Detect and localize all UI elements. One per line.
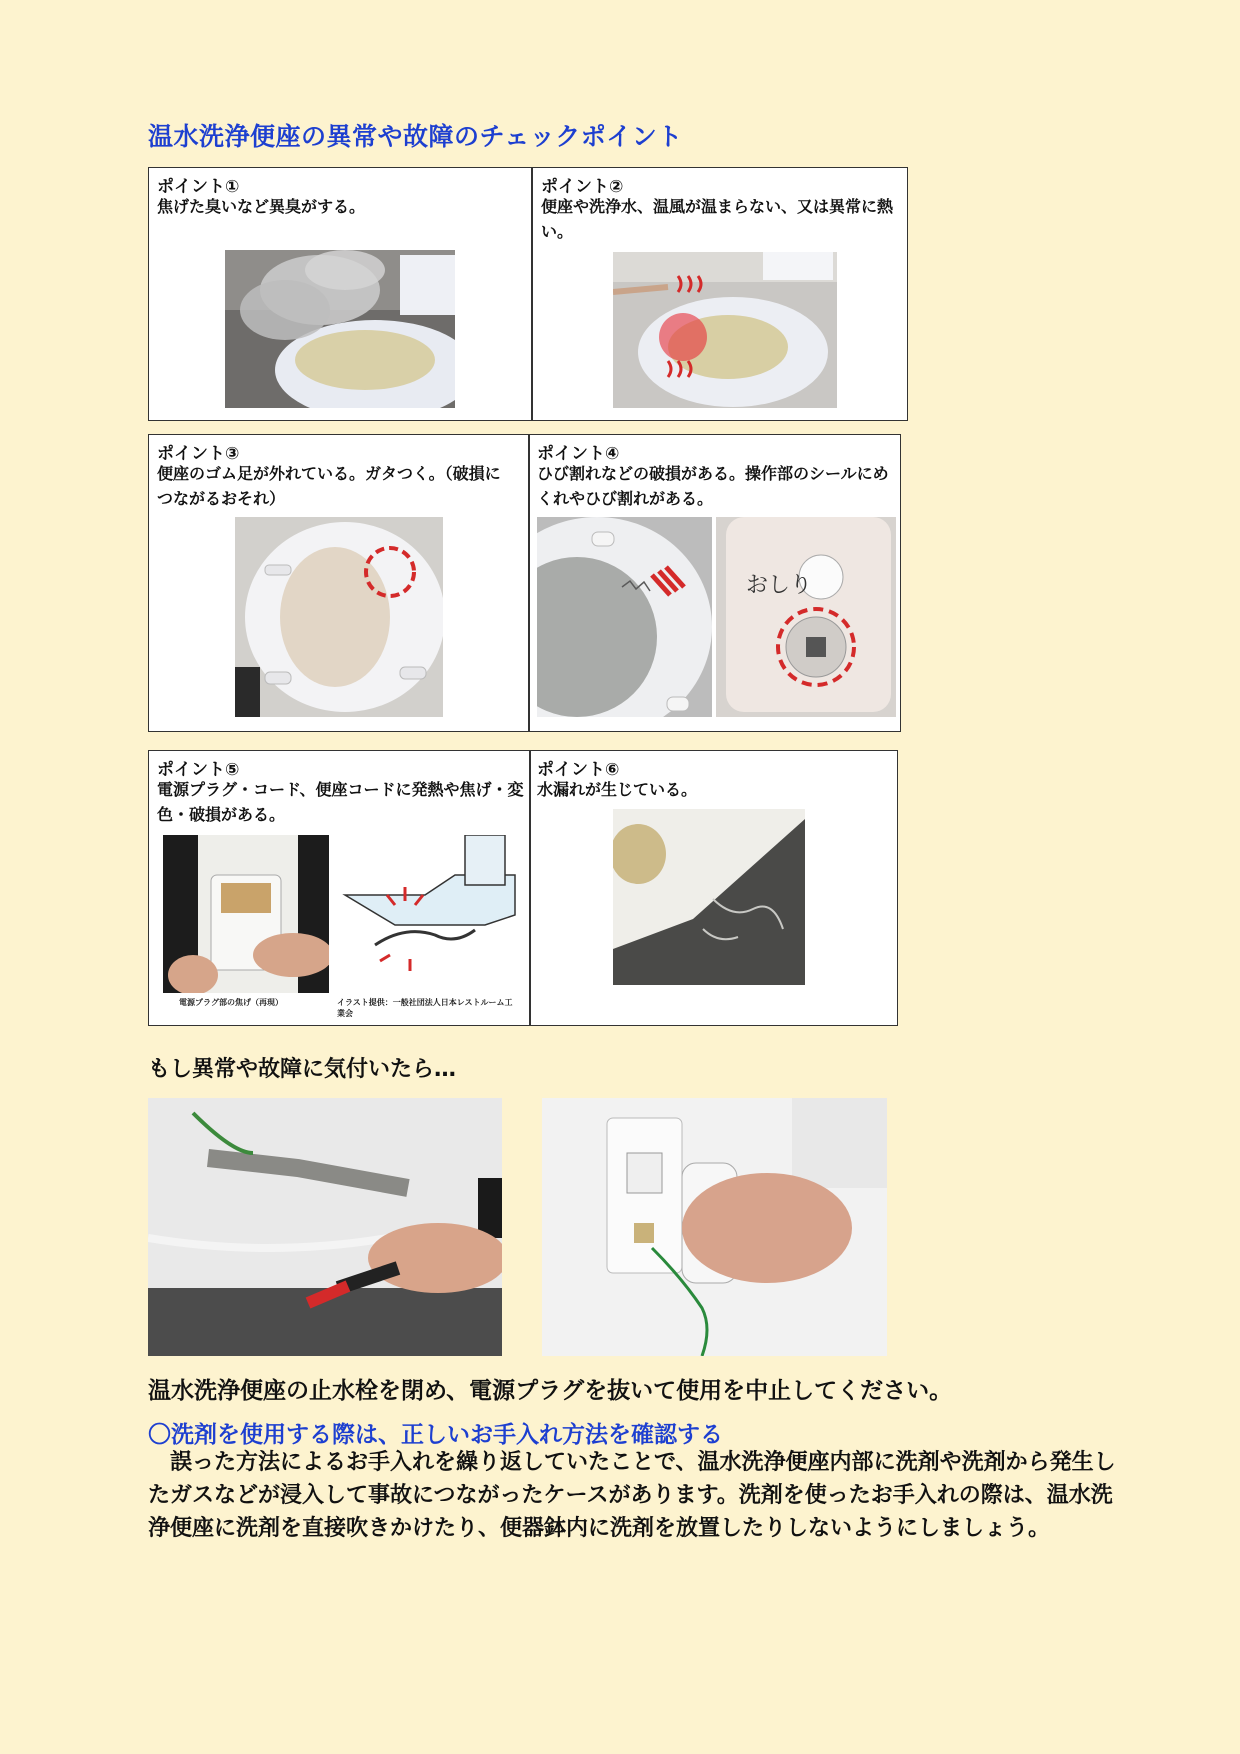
point-2-heading: ポイント② xyxy=(541,177,624,197)
tip-heading: 〇洗剤を使用する際は、正しいお手入れ方法を確認する xyxy=(148,1422,723,1448)
point-1-text: 焦げた臭いなど異臭がする。 xyxy=(157,197,366,216)
photo-odor-smoke xyxy=(225,250,455,408)
illustration-cord-heat xyxy=(335,835,525,993)
point-2-text: 便座や洗浄水、温風が温まらない、又は異常に熱い。 xyxy=(541,197,894,241)
point-card-row-2 xyxy=(148,434,901,732)
photo-unplug xyxy=(542,1098,887,1356)
photo-burnt-plug xyxy=(163,835,329,993)
caption-plug-photo: 電源プラグ部の焦げ（再現） xyxy=(179,998,283,1007)
card-divider xyxy=(528,435,530,731)
photo-water-leak xyxy=(613,809,805,985)
point-card-row-1 xyxy=(148,167,908,421)
point-5-text: 電源プラグ・コード、便座コードに発熱や焦げ・変色・破損がある。 xyxy=(157,780,524,824)
point-4-text: ひび割れなどの破損がある。操作部のシールにめくれやひび割れがある。 xyxy=(537,464,889,508)
point-6-text: 水漏れが生じている。 xyxy=(537,780,698,799)
point-5-heading: ポイント⑤ xyxy=(157,760,240,780)
photo-control-panel xyxy=(716,517,896,717)
section-heading: もし異常や故障に気付いたら… xyxy=(148,1057,457,1082)
photo-rubber-foot xyxy=(235,517,443,717)
card-divider xyxy=(529,751,531,1025)
svg-text:おしり: おしり xyxy=(746,573,813,598)
tip-body: 誤った方法によるお手入れを繰り返していたことで、温水洗浄便座内部に洗剤や洗剤から発生したガスなどが浸入して事故につながったケースがあります。洗剤を使ったお手入れの際は、温水洗浄便座に洗剤を直接吹きかけたり、便器鉢内に洗剤を放置したりしないようにしましょう。 xyxy=(148,1450,1116,1541)
point-4-heading: ポイント④ xyxy=(537,444,620,464)
point-3-heading: ポイント③ xyxy=(157,444,240,464)
photo-seat-crack xyxy=(537,517,712,717)
point-3-text: 便座のゴム足が外れている。ガタつく。（破損につながるおそれ） xyxy=(157,464,501,508)
photo-stop-valve xyxy=(148,1098,502,1356)
instruction-text: 温水洗浄便座の止水栓を閉め、電源プラグを抜いて使用を中止してください。 xyxy=(148,1378,953,1404)
point-6-heading: ポイント⑥ xyxy=(537,760,620,780)
point-card-row-3 xyxy=(148,750,898,1026)
photo-heating-seat xyxy=(613,252,837,408)
page-title: 温水洗浄便座の異常や故障のチェックポイント xyxy=(148,122,683,151)
caption-illustration: イラスト提供：一般社団法人日本レストルーム工業会 xyxy=(337,998,513,1018)
card-divider xyxy=(531,168,533,420)
point-1-heading: ポイント① xyxy=(157,177,240,197)
